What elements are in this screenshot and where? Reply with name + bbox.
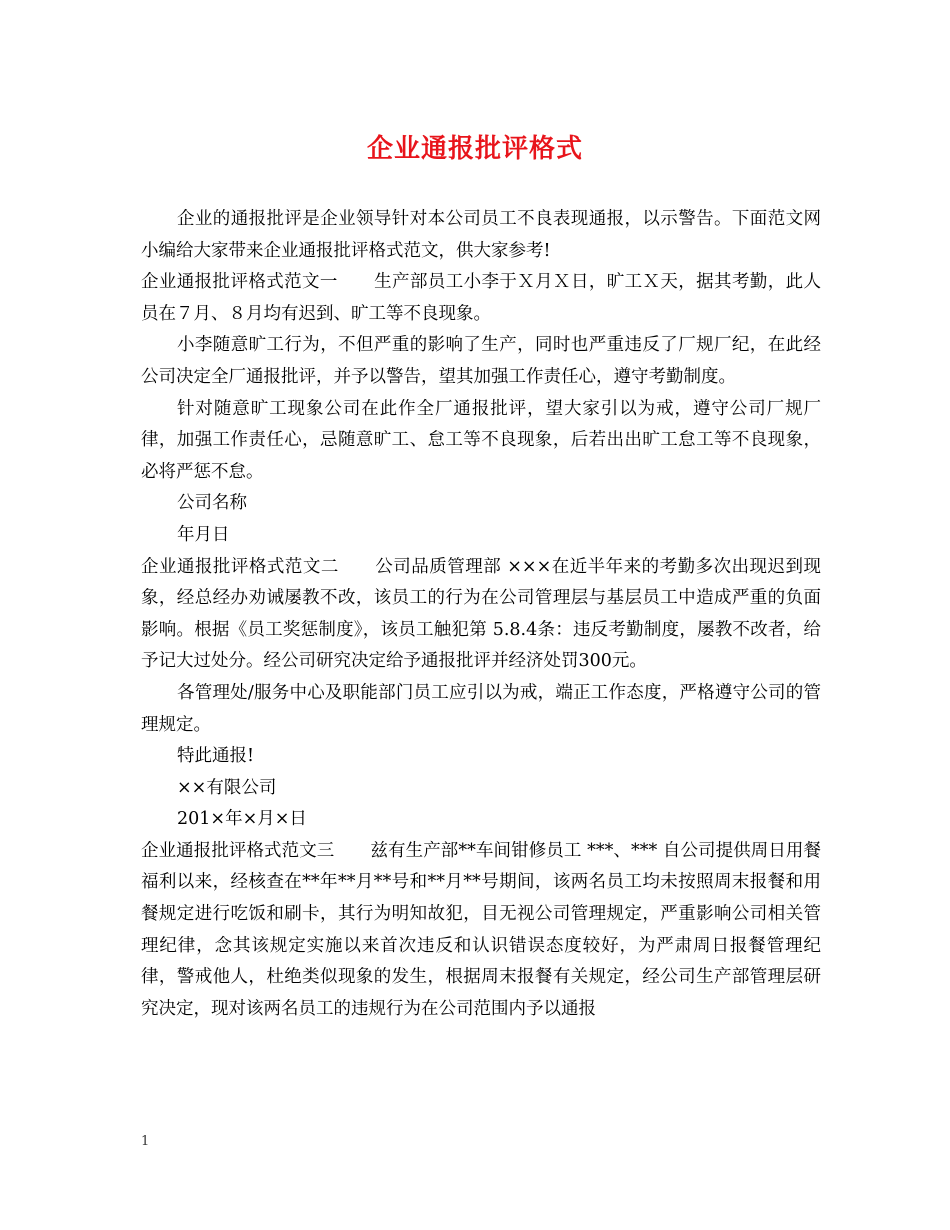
paragraph-company-name: 公司名称 <box>177 493 247 514</box>
sample-one-text: 生产部员工小李于Ｘ月Ｘ日，旷工Ｘ天，据其考勤，此人员在７月、８月均有迟到、旷工等不良现象。 <box>141 272 822 324</box>
paragraph-company-signature: ××有限公司 <box>177 777 277 798</box>
paragraph-announcement: 特此通报! <box>177 746 255 767</box>
sample-two-heading: 企业通报批评格式范文二 <box>141 556 339 577</box>
paragraph-intro: 企业的通报批评是企业领导针对本公司员工不良表现通报，以示警告。下面范文网小编给大家带来企业通报批评格式范文，供大家参考! <box>141 209 821 261</box>
page-number: 1 <box>141 1134 150 1149</box>
paragraph-sample-two-notice: 各管理处/服务中心及职能部门员工应引以为戒，端正工作态度，严格遵守公司的管理规定。 <box>141 682 821 735</box>
sample-one-heading: 企业通报批评格式范文一 <box>141 272 338 293</box>
paragraph-sample-three <box>141 836 821 1026</box>
sample-three-text: 兹有生产部**车间钳修员工 ***、*** 自公司提供周日用餐福利以来，经核查在**年**月**号和**月**号期间，该两名员工均未按照周末报餐和用餐规定进行吃饭和刷卡，其行为明知故犯，目无视公司管理规定，严重影响公司相关管理纪律，念其该规定实施以来首次违反和认识错误态度较好，为严肃周日报餐管理纪律，警戒他人，杜绝类似现象的发生，根据周末报餐有关规定，经公司生产部管理层研究决定，现对该两名员工的违规行为在公司范围内予以通报 <box>141 840 822 1019</box>
paragraph-sample-one <box>141 267 821 330</box>
sample-three-heading: 企业通报批评格式范文三 <box>141 840 335 861</box>
paragraph-signature-date: 201×年×月×日 <box>177 809 307 830</box>
document-title: 企业通报批评格式 <box>366 134 583 164</box>
document-body <box>141 204 821 1025</box>
sample-two-text: 公司品质管理部 ×××在近半年来的考勤多次出现迟到现象，经总经办劝诫屡教不改，该员工的行为在公司管理层与基层员工中造成严重的负面影响。根据《员工奖惩制度》，该员工触犯第 5.8.4条：违反考勤制度，屡教不改者，给予记大过处分。经公司研究决定给予通报批评并经济处罚300元。 <box>141 556 821 672</box>
paragraph-sample-two <box>141 552 821 678</box>
paragraph-date: 年月日 <box>177 524 230 545</box>
paragraph-sample-one-warning: 针对随意旷工现象公司在此作全厂通报批评，望大家引以为戒，遵守公司厂规厂律，加强工作责任心，忌随意旷工、怠工等不良现象，后若出出旷工怠工等不良现象，必将严惩不怠。 <box>141 398 821 482</box>
paragraph-sample-one-detail: 小李随意旷工行为，不但严重的影响了生产，同时也严重违反了厂规厂纪，在此经公司决定全厂通报批评，并予以警告，望其加强工作责任心，遵守考勤制度。 <box>141 335 821 387</box>
